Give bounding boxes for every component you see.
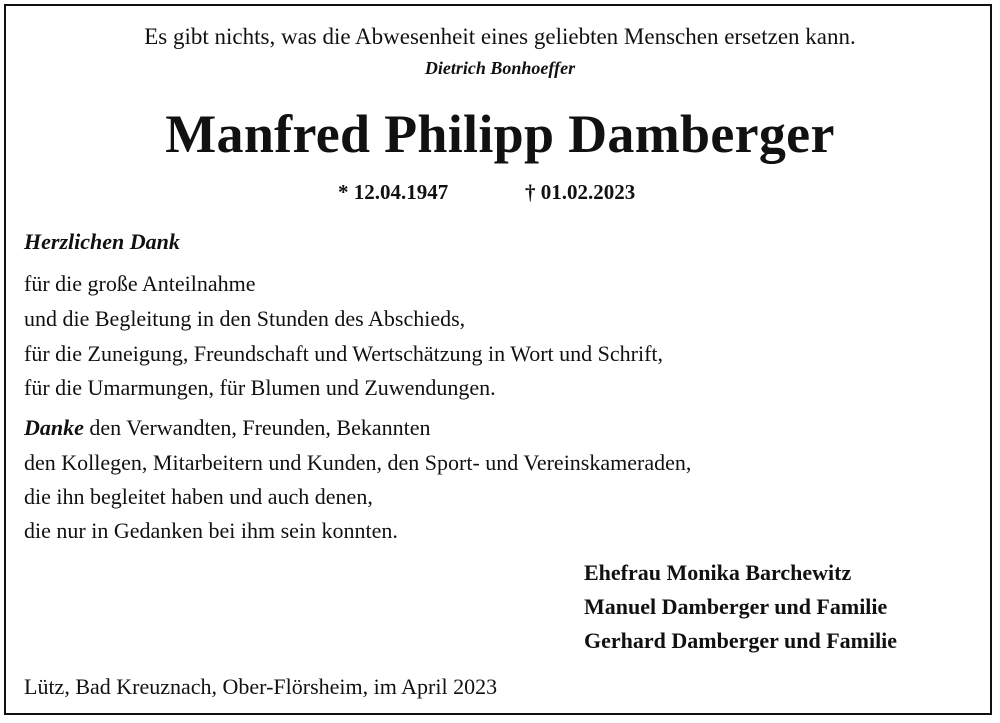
thanks-line: für die große Anteilnahme — [24, 271, 256, 296]
danke-line: die nur in Gedanken bei ihm sein konnten. — [24, 518, 398, 543]
thanks-heading: Herzlichen Dank — [24, 229, 180, 254]
death-date: † 01.02.2023 — [525, 180, 636, 204]
thanks-line: und die Begleitung in den Stunden des Abschieds, — [24, 306, 466, 331]
place-date-footer: Lütz, Bad Kreuznach, Ober-Flörsheim, im April 2023 — [24, 674, 498, 699]
thanks-line: für die Umarmungen, für Blumen und Zuwendungen. — [24, 375, 496, 400]
danke-line: den Kollegen, Mitarbeitern und Kunden, den Sport- und Vereinskameraden, — [24, 450, 692, 475]
signer-name: Manuel Damberger und Familie — [584, 594, 888, 619]
danke-line — [24, 415, 431, 441]
birth-date: * 12.04.1947 — [338, 180, 449, 204]
danke-line-rest: den Verwandten, Freunden, Bekannten — [83, 415, 431, 440]
deceased-name: Manfred Philipp Damberger — [165, 104, 835, 164]
thanks-line: für die Zuneigung, Freundschaft und Wertschätzung in Wort und Schrift, — [24, 341, 664, 366]
signer-name: Gerhard Damberger und Familie — [584, 628, 898, 653]
danke-word: Danke — [24, 415, 84, 440]
danke-line: die ihn begleitet haben und auch denen, — [24, 484, 373, 509]
quote-author: Dietrich Bonhoeffer — [424, 58, 576, 78]
quote-text: Es gibt nichts, was die Abwesenheit eines geliebten Menschen ersetzen kann. — [144, 24, 856, 49]
signer-name: Ehefrau Monika Barchewitz — [584, 560, 852, 585]
